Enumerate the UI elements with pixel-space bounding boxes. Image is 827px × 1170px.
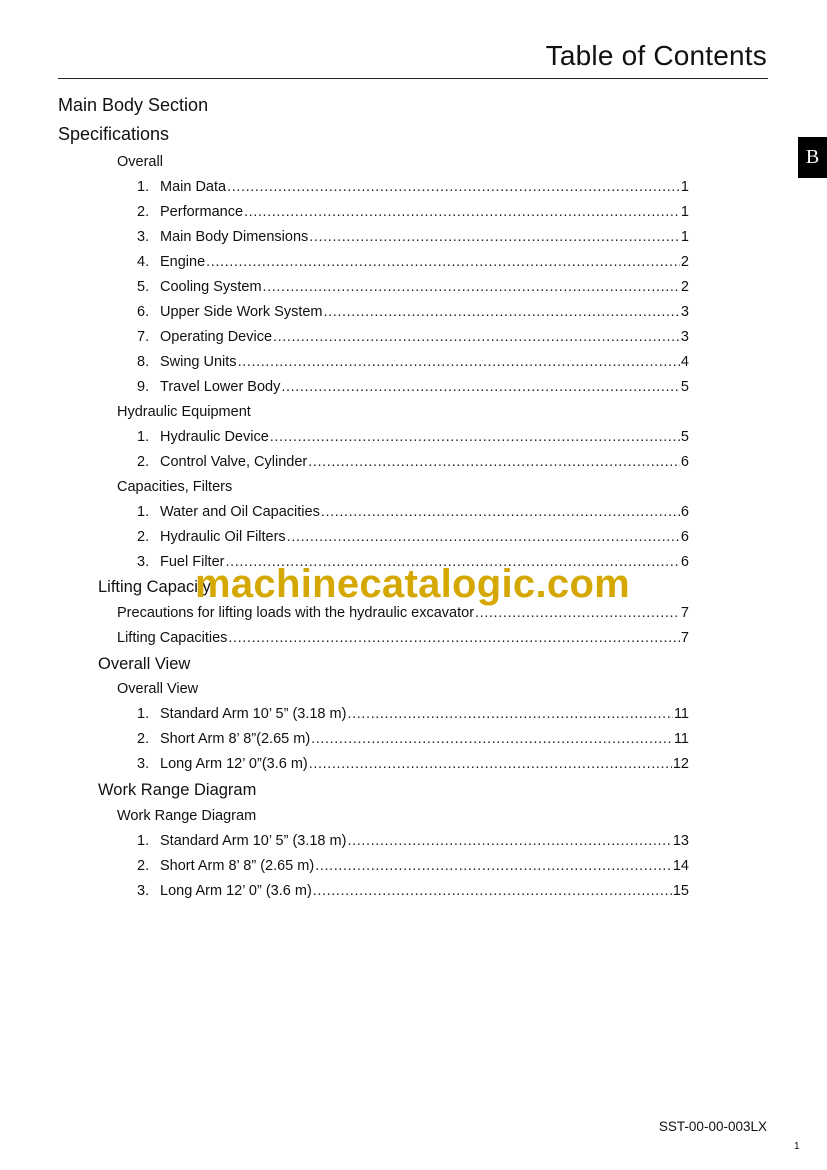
entry-page: 11	[673, 706, 689, 722]
entry-label: Hydraulic Oil Filters	[160, 529, 286, 545]
entry-page: 4	[680, 354, 689, 370]
toc-entry-lifting-precautions[interactable]	[117, 605, 689, 621]
entry-label: Water and Oil Capacities	[160, 504, 320, 520]
entry-page: 3	[680, 329, 689, 345]
dot-leader	[263, 279, 680, 295]
subsection-heading-overall-view: Overall View	[117, 681, 199, 697]
section-heading-main-body: Main Body Section	[58, 95, 209, 115]
entry-label: Standard Arm 10’ 5” (3.18 m)	[160, 706, 347, 722]
entry-label: Operating Device	[160, 329, 273, 345]
entry-page: 1	[680, 179, 689, 195]
entry-number: 2.	[137, 204, 150, 220]
entry-label: Main Body Dimensions	[160, 229, 309, 245]
entry-page: 15	[672, 883, 689, 899]
entry-number: 3.	[137, 756, 150, 772]
entry-number: 1.	[137, 833, 150, 849]
subsection-heading-hydraulic-equipment: Hydraulic Equipment	[117, 404, 251, 420]
dot-leader	[347, 706, 673, 722]
toc-entry-overall-view-standard-arm[interactable]	[137, 706, 689, 722]
toc-entry-overall-view-short-arm[interactable]	[137, 731, 689, 747]
entry-page: 11	[673, 731, 689, 747]
dot-leader	[228, 630, 680, 646]
entry-number: 2.	[137, 858, 150, 874]
subsection-heading-work-range-diagram: Work Range Diagram	[117, 808, 257, 824]
section-heading-overall-view: Overall View	[98, 655, 191, 673]
dot-leader	[244, 204, 680, 220]
entry-page: 1	[680, 229, 689, 245]
entry-page: 6	[680, 504, 689, 520]
dot-leader	[313, 883, 672, 899]
entry-number: 1.	[137, 429, 150, 445]
dot-leader	[315, 858, 672, 874]
toc-entry-travel-lower-body[interactable]	[137, 379, 689, 395]
entry-number: 5.	[137, 279, 150, 295]
entry-number: 8.	[137, 354, 150, 370]
toc-entry-work-range-long-arm[interactable]	[137, 883, 689, 899]
entry-number: 2.	[137, 731, 150, 747]
entry-label: Performance	[160, 204, 244, 220]
entry-number: 3.	[137, 229, 150, 245]
toc-entry-upper-side-work-system[interactable]	[137, 304, 689, 320]
entry-number: 3.	[137, 883, 150, 899]
toc-entry-work-range-standard-arm[interactable]	[137, 833, 689, 849]
dot-leader	[270, 429, 680, 445]
watermark: machinecatalogic.com	[195, 562, 631, 606]
toc-entry-performance[interactable]	[137, 204, 689, 220]
section-tab: B	[798, 137, 827, 178]
entry-page: 1	[680, 204, 689, 220]
entry-page: 12	[672, 756, 689, 772]
dot-leader	[308, 454, 680, 470]
entry-number: 6.	[137, 304, 150, 320]
dot-leader	[311, 731, 673, 747]
dot-leader	[281, 379, 680, 395]
entry-number: 2.	[137, 454, 150, 470]
dot-leader	[227, 179, 680, 195]
entry-page: 6	[680, 529, 689, 545]
toc-entry-swing-units[interactable]	[137, 354, 689, 370]
entry-page: 14	[672, 858, 689, 874]
entry-label: Short Arm 8’ 8” (2.65 m)	[160, 858, 315, 874]
dot-leader	[309, 229, 680, 245]
dot-leader	[324, 304, 680, 320]
entry-page: 2	[680, 254, 689, 270]
toc-entry-hydraulic-oil-filters[interactable]	[137, 529, 689, 545]
entry-page: 2	[680, 279, 689, 295]
dot-leader	[309, 756, 672, 772]
entry-label: Precautions for lifting loads with the hydraulic excavator	[117, 605, 475, 621]
toc-entry-water-oil-capacities[interactable]	[137, 504, 689, 520]
subsection-heading-overall: Overall	[117, 154, 163, 170]
entry-number: 4.	[137, 254, 150, 270]
document-code: SST-00-00-003LX	[658, 1119, 767, 1134]
entry-page: 5	[680, 379, 689, 395]
entry-number: 9.	[137, 379, 150, 395]
toc-entry-main-data[interactable]	[137, 179, 689, 195]
entry-number: 2.	[137, 529, 150, 545]
toc-entry-engine[interactable]	[137, 254, 689, 270]
dot-leader	[273, 329, 680, 345]
entry-label: Travel Lower Body	[160, 379, 281, 395]
entry-page: 13	[672, 833, 689, 849]
entry-label: Long Arm 12’ 0” (3.6 m)	[160, 883, 312, 899]
page-number: 1	[794, 1141, 800, 1152]
section-heading-lifting-capacity: Lifting Capacity	[98, 578, 211, 596]
entry-number: 7.	[137, 329, 150, 345]
toc-entry-hydraulic-device[interactable]	[137, 429, 689, 445]
toc-entry-work-range-short-arm[interactable]	[137, 858, 689, 874]
entry-page: 3	[680, 304, 689, 320]
toc-entry-cooling-system[interactable]	[137, 279, 689, 295]
entry-label: Long Arm 12’ 0”(3.6 m)	[160, 756, 308, 772]
entry-label: Standard Arm 10’ 5” (3.18 m)	[160, 833, 347, 849]
entry-label: Hydraulic Device	[160, 429, 269, 445]
toc-entry-main-body-dimensions[interactable]	[137, 229, 689, 245]
dot-leader	[347, 833, 671, 849]
section-heading-work-range-diagram: Work Range Diagram	[98, 781, 257, 799]
subsection-heading-capacities-filters: Capacities, Filters	[117, 479, 233, 495]
section-heading-specifications: Specifications	[58, 124, 170, 144]
entry-number: 1.	[137, 706, 150, 722]
entry-page: 6	[680, 454, 689, 470]
toc-entry-operating-device[interactable]	[137, 329, 689, 345]
entry-label: Swing Units	[160, 354, 237, 370]
entry-number: 1.	[137, 179, 150, 195]
entry-page: 5	[680, 429, 689, 445]
toc-entry-lifting-capacities[interactable]	[117, 630, 689, 646]
dot-leader	[475, 605, 680, 621]
page-title: Table of Contents	[545, 40, 767, 71]
entry-label: Cooling System	[160, 279, 262, 295]
entry-number: 1.	[137, 504, 150, 520]
entry-page: 7	[680, 605, 689, 621]
entry-label: Engine	[160, 254, 206, 270]
entry-number: 3.	[137, 554, 150, 570]
title-divider	[58, 78, 768, 79]
dot-leader	[287, 529, 680, 545]
entry-label: Control Valve, Cylinder	[160, 454, 308, 470]
entry-label: Short Arm 8’ 8”(2.65 m)	[160, 731, 311, 747]
toc-entry-control-valve-cylinder[interactable]	[137, 454, 689, 470]
toc-entry-overall-view-long-arm[interactable]	[137, 756, 689, 772]
entry-label: Fuel Filter	[160, 554, 225, 570]
dot-leader	[238, 354, 680, 370]
dot-leader	[206, 254, 680, 270]
entry-label: Upper Side Work System	[160, 304, 323, 320]
entry-page: 6	[680, 554, 689, 570]
entry-label: Main Data	[160, 179, 227, 195]
entry-label: Lifting Capacities	[117, 630, 228, 646]
dot-leader	[321, 504, 680, 520]
entry-page: 7	[680, 630, 689, 646]
